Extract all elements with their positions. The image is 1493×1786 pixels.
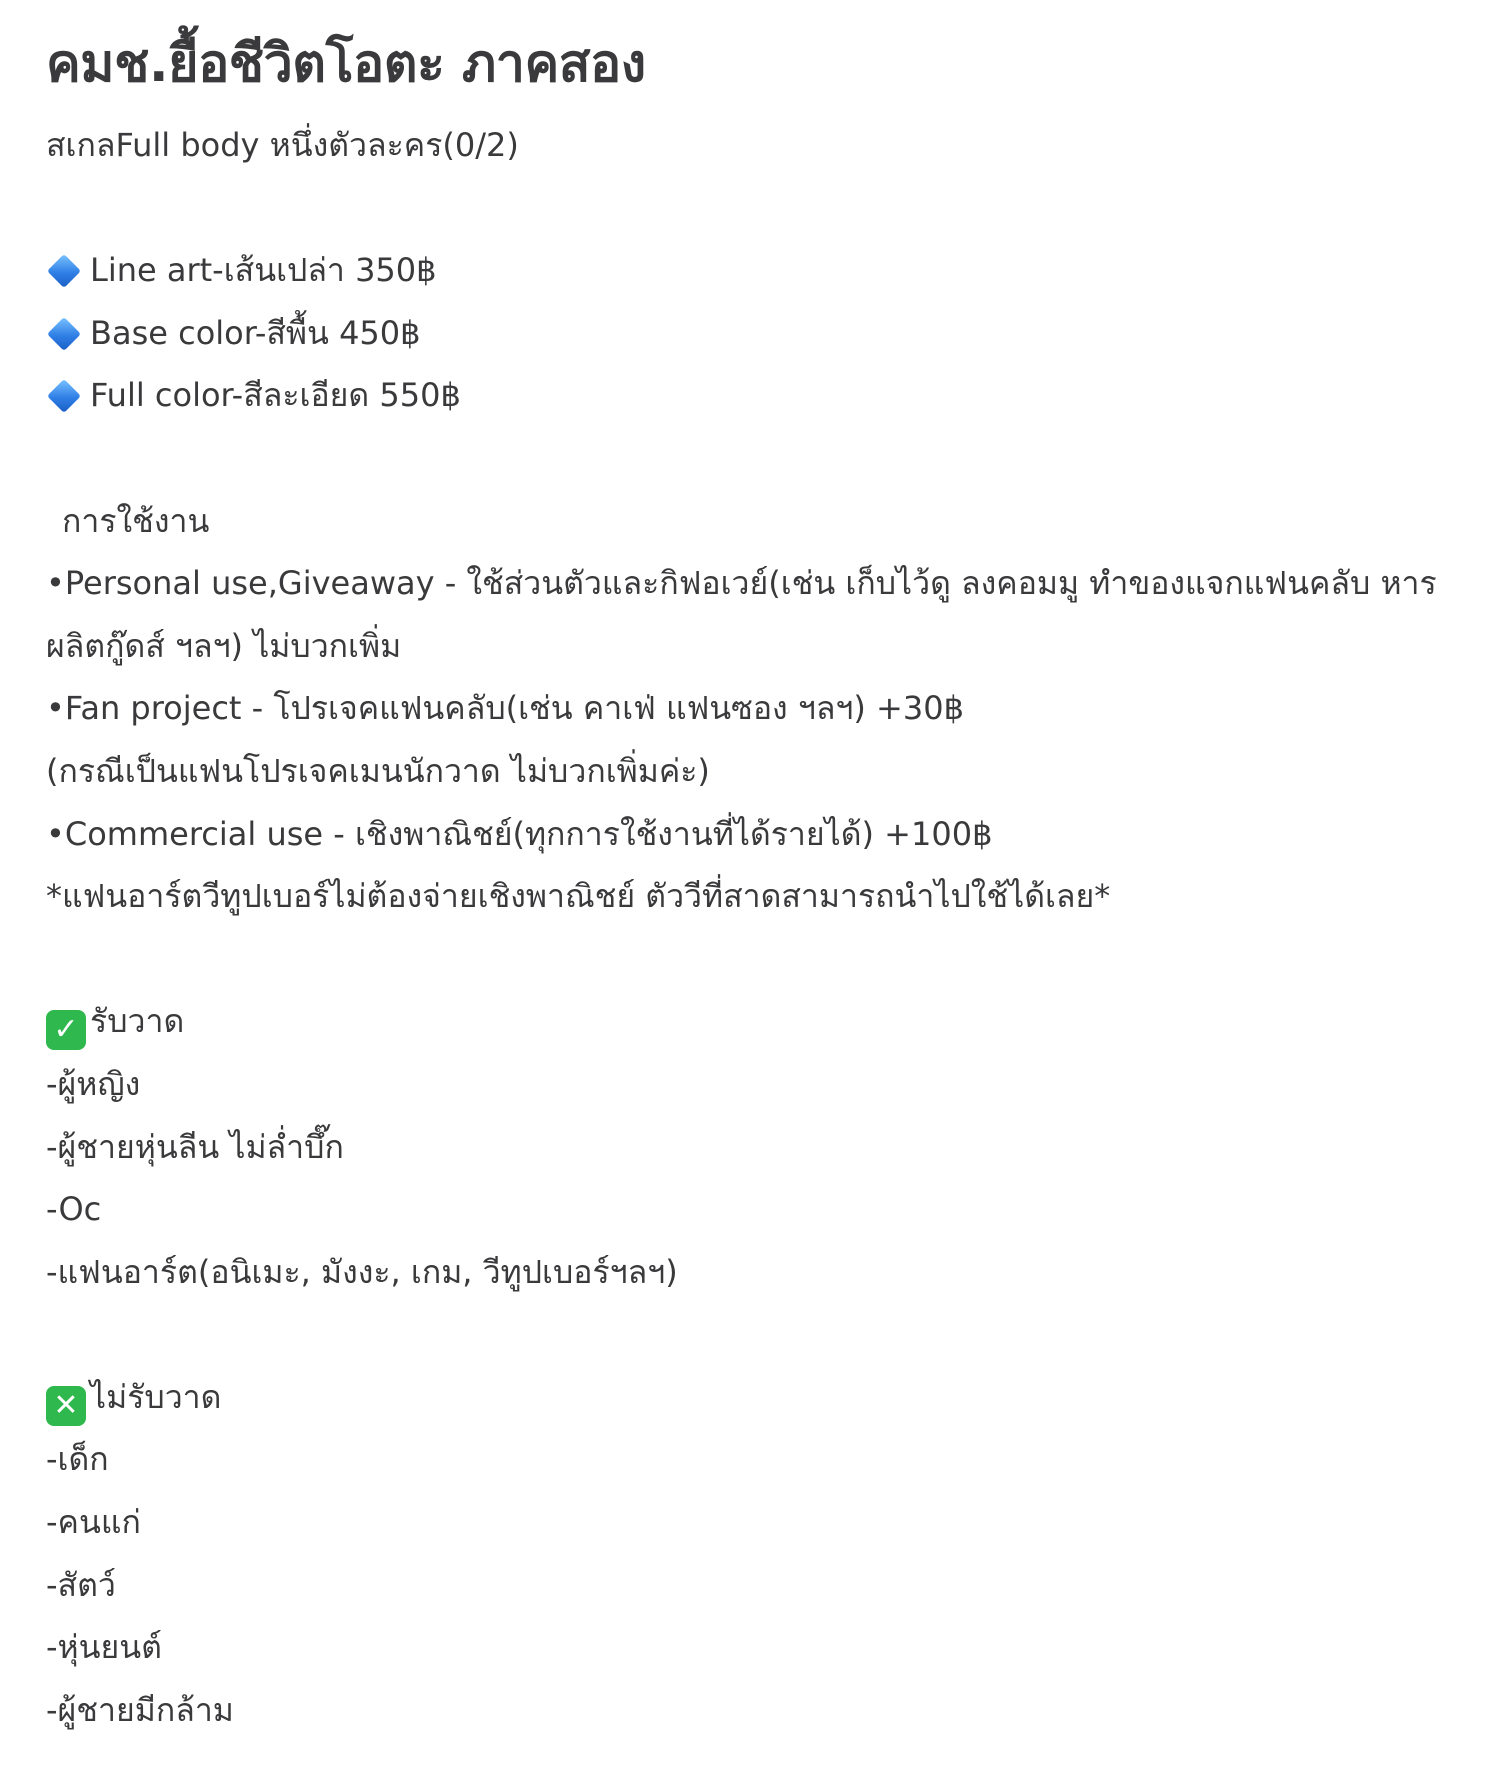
reject-item: -สัตว์ [46,1565,116,1604]
usage-note: *แฟนอาร์ตวีทูปเบอร์ไม่ต้องจ่ายเชิงพาณิชย์ ตัววีที่สาดสามารถนำไปใช้ได้เลย* [46,877,1111,916]
usage-heading: การใช้งาน [62,501,210,540]
price-line-base-color [46,302,1466,365]
check-mark-icon: ✓ [46,1010,86,1050]
blank-line [46,1303,1466,1366]
reject-heading [46,1366,1466,1429]
accept-item: -ผู้ชายหุ่นลีน ไม่ล่ำบึ๊ก [46,1127,344,1166]
usage-line: •Personal use,Giveaway - ใช้ส่วนตัวและกิฟอเวย์(เช่น เก็บไว้ดู ลงคอมมู ทำของแจกแฟนคลับ หาร [46,564,1437,603]
note-title: คมช.ยื้อชีวิตโอตะ ภาคสอง [46,34,646,94]
blue-diamond-icon [47,254,81,288]
usage-line: (กรณีเป็นแฟนโปรเจคเมนนักวาด ไม่บวกเพิ่มค่ะ) [46,751,710,790]
blank-line [46,928,1466,991]
reject-item: -เด็ก [46,1440,109,1479]
accept-item: -ผู้หญิง [46,1064,141,1103]
price-text: Line art-เส้นเปล่า 350฿ [90,251,437,290]
blue-diamond-icon [47,317,81,351]
usage-line: •Fan project - โปรเจคแฟนคลับ(เช่น คาเฟ่ แฟนซอง ฯลฯ) +30฿ [46,689,964,728]
blank-line [46,177,1466,240]
note-body[interactable] [46,0,1466,1741]
accept-heading [46,990,1466,1053]
cross-mark-icon: ✕ [46,1386,86,1426]
reject-item: -ผู้ชายมีกล้าม [46,1690,234,1729]
reject-item: -คนแก่ [46,1503,141,1542]
usage-line: ผลิตกู๊ดส์ ฯลฯ) ไม่บวกเพิ่ม [46,626,402,665]
price-text: Full color-สีละเอียด 550฿ [90,376,461,415]
reject-item: -หุ่นยนต์ [46,1628,162,1667]
note-subtitle: สเกลFull body หนึ่งตัวละคร(0/2) [46,126,519,164]
usage-line: •Commercial use - เชิงพาณิชย์(ทุกการใช้งานที่ได้รายได้) +100฿ [46,814,993,853]
accept-item: -Oc [46,1190,102,1229]
accept-heading-label: รับวาด [90,1002,185,1041]
accept-item: -แฟนอาร์ต(อนิเมะ, มังงะ, เกม, วีทูปเบอร์ฯลฯ) [46,1252,678,1291]
reject-heading-label: ไม่รับวาด [90,1377,222,1416]
price-line-full-color [46,364,1466,427]
blue-diamond-icon [47,379,81,413]
price-text: Base color-สีพื้น 450฿ [90,313,421,352]
blank-line [46,427,1466,490]
price-line-line-art [46,239,1466,302]
